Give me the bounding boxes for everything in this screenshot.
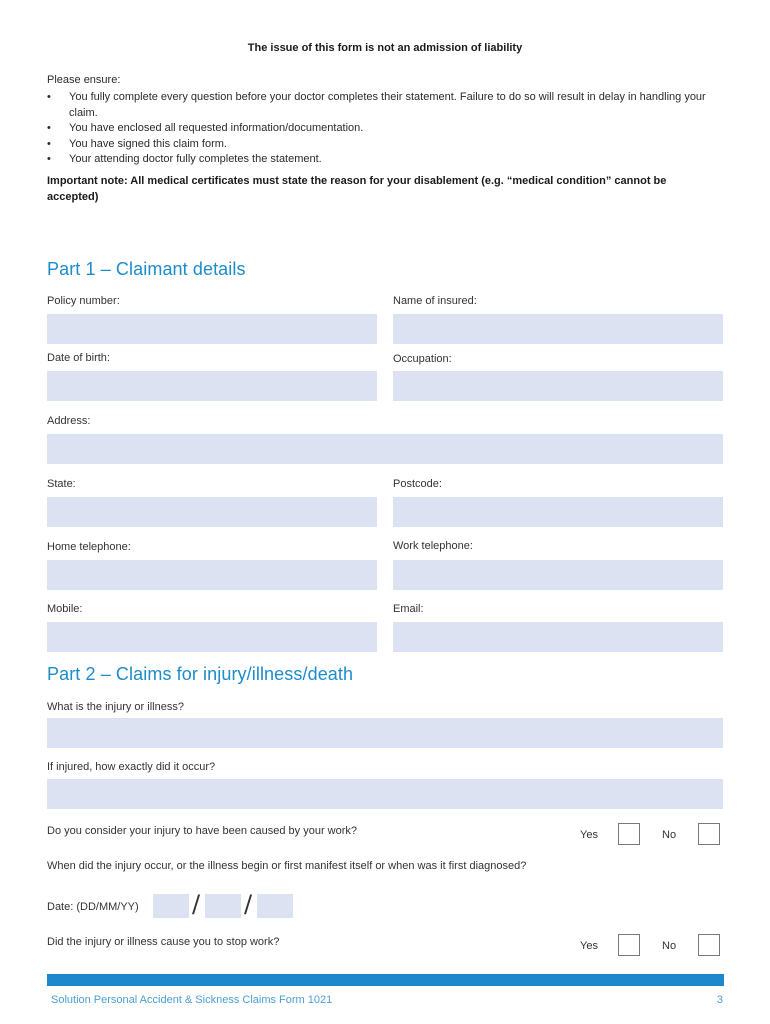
date-of-birth-field[interactable] [47,371,377,401]
list-item: • You have signed this claim form. [47,137,737,153]
work-telephone-field[interactable] [393,560,723,590]
stop-work-question: Did the injury or illness cause you to stop work? [47,936,280,948]
mobile-label: Mobile: [47,603,83,615]
policy-number-field[interactable] [47,314,377,344]
when-question-label: When did the injury occur, or the illness begin or first manifest itself or when was it first diagnosed? [47,860,527,872]
work-caused-no-checkbox[interactable] [698,823,720,845]
stop-work-no-label: No [662,940,677,952]
date-label: Date: (DD/MM/YY) [47,901,139,913]
date-separator: / [244,890,253,918]
postcode-label: Postcode: [393,478,442,490]
footer-form-name: Solution Personal Accident & Sickness Claims Form 1021 [51,994,333,1006]
ensure-list [47,90,737,168]
address-label: Address: [47,415,91,427]
page-number: 3 [716,994,723,1006]
email-label: Email: [393,603,424,615]
part2-title: Part 2 – Claims for injury/illness/death [47,664,354,684]
date-year-field[interactable] [257,894,293,918]
how-occur-label: If injured, how exactly did it occur? [47,761,216,773]
stop-work-yes-label: Yes [580,940,598,952]
email-field[interactable] [393,622,723,652]
date-of-birth-label: Date of birth: [47,352,110,364]
home-telephone-label: Home telephone: [47,541,131,553]
mobile-field[interactable] [47,622,377,652]
work-caused-yes-checkbox[interactable] [618,823,640,845]
injury-question-label: What is the injury or illness? [47,701,184,713]
work-caused-question: Do you consider your injury to have been caused by your work? [47,825,358,837]
postcode-field[interactable] [393,497,723,527]
name-of-insured-field[interactable] [393,314,723,344]
injury-field[interactable] [47,718,723,748]
list-item: • Your attending doctor fully completes the statement. [47,152,737,168]
part1-title: Part 1 – Claimant details [47,259,246,279]
list-item: • You fully complete every question before your doctor completes their statement. Failure to do so will result in delay in handling your claim. [47,90,737,121]
disclaimer-heading: The issue of this form is not an admission of liability [247,42,523,54]
date-month-field[interactable] [205,894,241,918]
occupation-label: Occupation: [393,353,452,365]
work-caused-no-label: No [662,829,677,841]
occupation-field[interactable] [393,371,723,401]
date-separator: / [192,890,201,918]
state-label: State: [47,478,76,490]
how-occur-field[interactable] [47,779,723,809]
work-telephone-label: Work telephone: [393,540,473,552]
important-note: Important note: All medical certificates must state the reason for your disablement (e.g. “medical condition” cannot be accepted) [47,175,667,203]
name-of-insured-label: Name of insured: [393,295,477,307]
list-item: • You have enclosed all requested information/documentation. [47,121,737,137]
state-field[interactable] [47,497,377,527]
address-field[interactable] [47,434,723,464]
policy-number-label: Policy number: [47,295,120,307]
home-telephone-field[interactable] [47,560,377,590]
please-ensure-label: Please ensure: [47,74,121,86]
footer-bar [47,974,724,986]
date-day-field[interactable] [153,894,189,918]
stop-work-yes-checkbox[interactable] [618,934,640,956]
stop-work-no-checkbox[interactable] [698,934,720,956]
work-caused-yes-label: Yes [580,829,598,841]
